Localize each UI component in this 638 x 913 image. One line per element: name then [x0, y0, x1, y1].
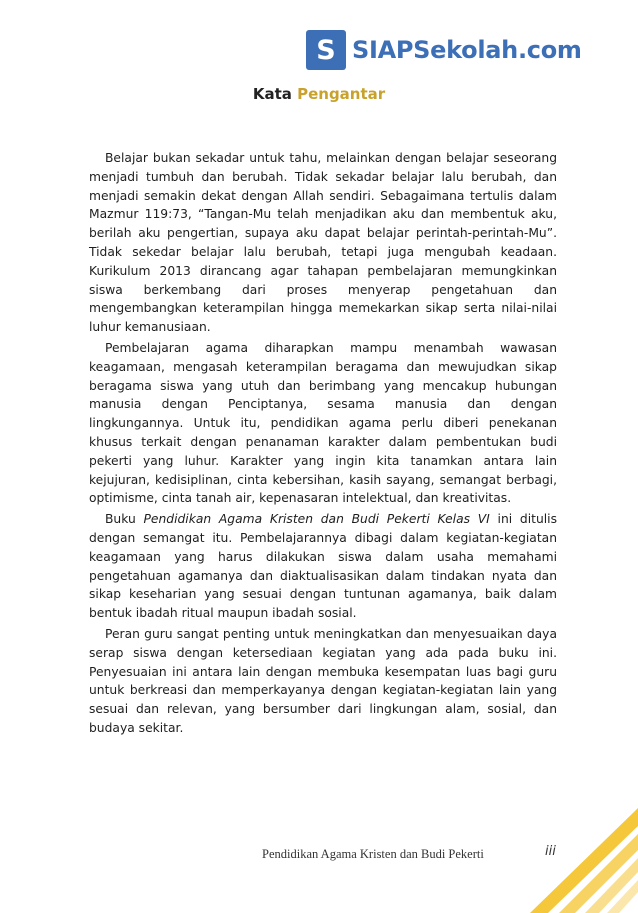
book-title-italic: Pendidikan Agama Kristen dan Budi Pekerti Kelas VI — [143, 512, 490, 527]
footer-book-title: Pendidikan Agama Kristen dan Budi Pekerti — [262, 847, 484, 861]
paragraph-3-start: Buku — [105, 512, 144, 527]
paragraph-3-rest: ini ditulis dengan semangat itu. Pembelajarannya dibagi dalam kegiatan-kegiatan keagamaan yang harus dilakukan siswa dalam usaha memahami pengetahuan agamanya dan diaktualisasikan dalam tindakan nyata dan sikap keseharian yang sesuai dengan tuntunan agamanya, baik dalam bentuk ibadah ritual maupun ibadah sosial. — [89, 512, 557, 621]
paragraph-1: Belajar bukan sekadar untuk tahu, melainkan dengan belajar seseorang menjadi tumbuh dan berubah. Tidak sekadar belajar lalu berubah, dan menjadi semakin dekat dengan Allah sendiri. Sebagaimana tertulis dalam Mazmur 119:73, “Tangan-Mu telah menjadikan aku dan membentuk aku, berilah aku pengertian, supaya aku dapat belajar perintah-perintah-Mu”. Tidak sekedar belajar lalu berubah, tetapi juga mengubah keadaan. Kurikulum 2013 dirancang agar tahapan pembelajaran memungkinkan siswa berkembang dari proses menyerap pengetahuan dan mengembangkan keterampilan hingga memekarkan sikap serta nilai-nilai luhur kemanusiaan. — [89, 151, 557, 335]
title-part-2: Pengantar — [297, 85, 386, 103]
paragraph-2: Pembelajaran agama diharapkan mampu menambah wawasan keagamaan, mengasah keterampilan beragama dan mewujudkan sikap beragama siswa yang utuh dan berimbang yang mencakup hubungan manusia dengan Penciptanya, sesama manusia dan dengan lingkungannya. Untuk itu, pendidikan agama perlu diberi penekanan khusus terkait dengan penanaman karakter dalam pembentukan budi pekerti yang luhur. Karakter yang ingin kita tanamkan antara lain kejujuran, kedisiplinan, cinta kebersihan, kasih sayang, semangat berbagi, optimisme, cinta tanah air, kepenasaran intelektual, dan kreativitas. — [89, 340, 557, 506]
logo-text: SIAPSekolah.com — [352, 36, 582, 64]
page-number: iii — [545, 844, 556, 859]
logo-badge-icon: S — [306, 30, 346, 70]
body-text — [89, 149, 557, 740]
siapsekolah-logo — [306, 30, 582, 70]
paragraph-4: Peran guru sangat penting untuk meningkatkan dan menyesuaikan daya serap siswa dengan ketersediaan kegiatan yang ada pada buku ini. Penyesuaian ini antara lain dengan membuka kesempatan luas bagi guru untuk berkreasi dan memperkayanya dengan kegiatan-kegiatan lain yang sesuai dan relevan, yang bersumber dari lingkungan alam, sosial, dan budaya sekitar. — [89, 626, 557, 735]
title-part-1: Kata — [252, 85, 298, 103]
page-title — [0, 85, 638, 103]
paragraph-3 — [89, 510, 557, 623]
